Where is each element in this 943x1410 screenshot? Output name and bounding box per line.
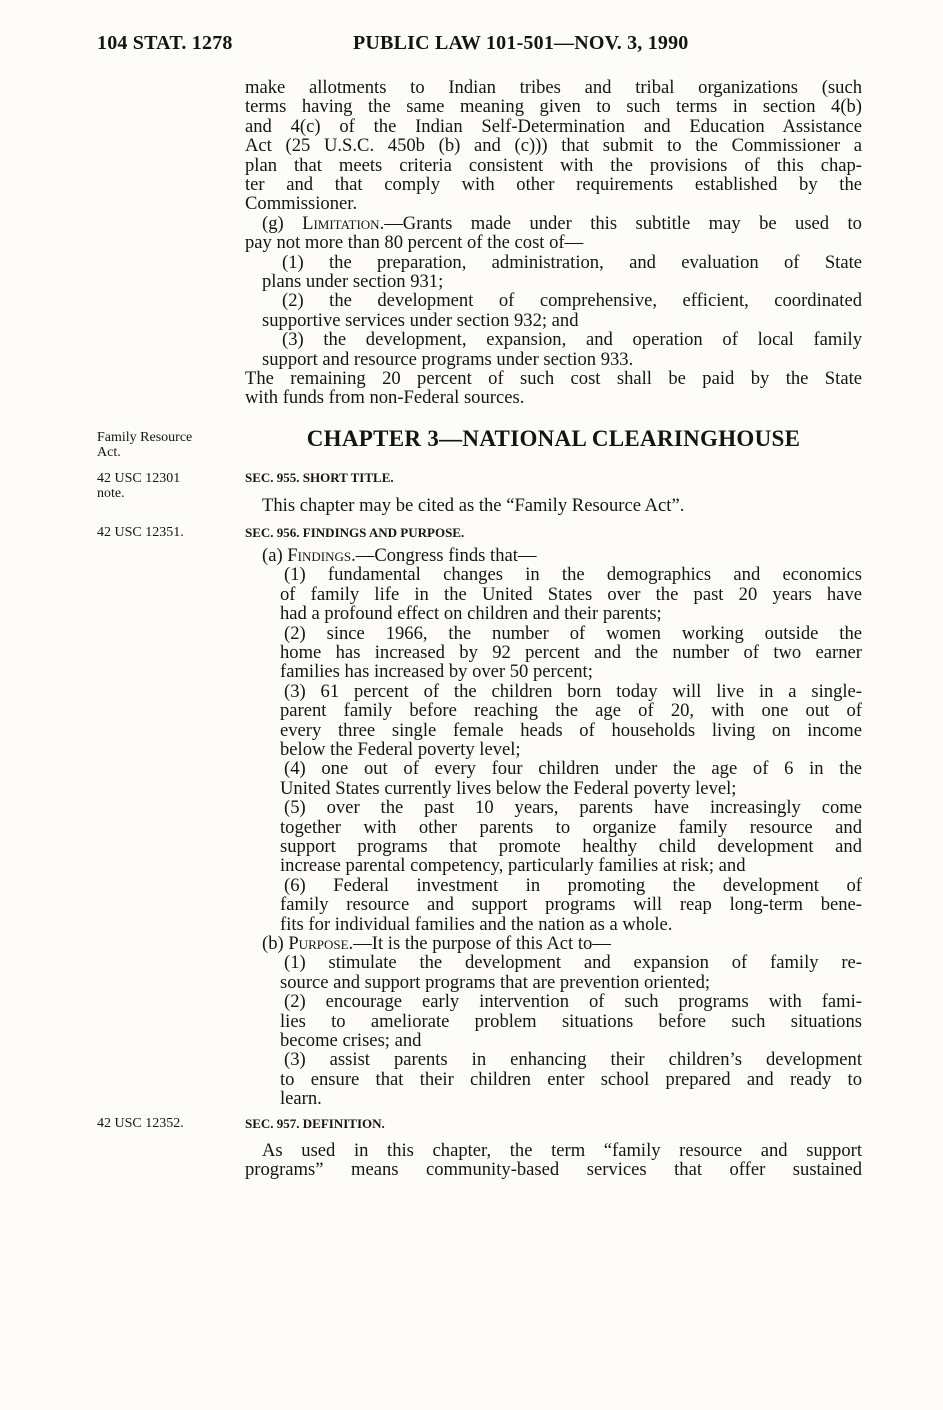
text-line: plan that meets criteria consistent with the provisions of this chap- bbox=[245, 154, 862, 176]
text-span: (g) bbox=[262, 212, 303, 234]
text-line: learn. bbox=[280, 1088, 322, 1110]
margin-note-line: Act. bbox=[97, 445, 121, 460]
text-line: (2) since 1966, the number of women working outside the bbox=[284, 622, 862, 644]
subsection-caption: Findings bbox=[287, 545, 352, 566]
text-line: parent family before reaching the age of 20, with one out of bbox=[280, 700, 862, 722]
text-line: (6) Federal investment in promoting the development of bbox=[284, 874, 862, 896]
stat-page-number: 104 STAT. 1278 bbox=[97, 32, 233, 54]
text-line: with funds from non-Federal sources. bbox=[245, 387, 525, 409]
margin-note-line: note. bbox=[97, 486, 125, 501]
text-line: (2) encourage early intervention of such programs with fami- bbox=[284, 991, 862, 1013]
section-955-heading: SEC. 955. SHORT TITLE. bbox=[245, 470, 394, 485]
text-line: The remaining 20 percent of such cost shall be paid by the State bbox=[245, 368, 862, 389]
text-line: (2) the development of comprehensive, efficient, coordinated bbox=[282, 290, 862, 312]
margin-note-family-resource-act bbox=[97, 430, 192, 460]
text-line: (3) the development, expansion, and operation of local family bbox=[282, 329, 862, 351]
text-span: .—Congress finds that— bbox=[351, 545, 537, 566]
text-line: (5) over the past 10 years, parents have increasingly come bbox=[284, 797, 862, 819]
margin-note-42-usc-12351: 42 USC 12351. bbox=[97, 525, 184, 540]
text-line: (3) assist parents in enhancing their children’s development bbox=[284, 1049, 862, 1071]
text-line: fits for individual families and the nation as a whole. bbox=[280, 913, 673, 935]
chapter-title: CHAPTER 3—NATIONAL CLEARINGHOUSE bbox=[306, 426, 801, 451]
text-span: .—It is the purpose of this Act to— bbox=[348, 933, 611, 954]
text-line: (3) 61 percent of the children born today will live in a single- bbox=[284, 680, 862, 702]
text-line: plans under section 931; bbox=[262, 271, 444, 292]
text-line: (1) the preparation, administration, and evaluation of State bbox=[282, 251, 862, 273]
text-line: together with other parents to organize family resource and bbox=[280, 816, 862, 838]
text-line: of family life in the United States over the past 20 years have bbox=[280, 583, 862, 605]
margin-note-line: Family Resource bbox=[97, 430, 193, 445]
text-line: support programs that promote healthy child development and bbox=[280, 836, 862, 857]
text-line: (4) one out of every four children under the age of 6 in the bbox=[284, 758, 862, 780]
text-line: support and resource programs under section 933. bbox=[262, 348, 634, 370]
text-span: (b) bbox=[262, 933, 289, 954]
text-line: supportive services under section 932; and bbox=[262, 309, 579, 331]
section-957-heading: SEC. 957. DEFINITION. bbox=[245, 1116, 385, 1131]
text-line: become crises; and bbox=[280, 1030, 422, 1051]
text-line: United States currently lives below the Federal poverty level; bbox=[280, 777, 737, 799]
section-955-text: This chapter may be cited as the “Family Resource Act”. bbox=[262, 495, 685, 516]
text-line: lies to ameliorate problem situations before such situations bbox=[280, 1010, 862, 1032]
text-line bbox=[262, 546, 862, 566]
text-line: ter and that comply with other requirements established by the bbox=[245, 174, 862, 195]
text-line: family resource and support programs will reap long-term bene- bbox=[280, 894, 862, 916]
text-line: make allotments to Indian tribes and tribal organizations (such bbox=[245, 77, 862, 98]
text-line bbox=[262, 934, 862, 954]
subsection-caption: Purpose bbox=[288, 933, 349, 954]
text-line bbox=[262, 214, 862, 234]
text-line: families has increased by over 50 percent; bbox=[280, 661, 593, 683]
text-line: Act (25 U.S.C. 450b (b) and (c))) that submit to the Commissioner a bbox=[245, 135, 862, 157]
section-957-line: programs” means community-based services that offer sustained bbox=[245, 1159, 862, 1180]
text-line: (1) stimulate the development and expansion of family re- bbox=[284, 952, 862, 974]
section-957-line: As used in this chapter, the term “family resource and support bbox=[262, 1140, 862, 1161]
subsection-caption: Limitation bbox=[302, 212, 380, 234]
text-line: to ensure that their children enter school prepared and ready to bbox=[280, 1068, 862, 1090]
text-line: Commissioner. bbox=[245, 193, 358, 215]
text-line: terms having the same meaning given to such terms in section 4(b) bbox=[245, 96, 862, 118]
text-line: source and support programs that are prevention oriented; bbox=[280, 971, 711, 993]
text-line: (1) fundamental changes in the demographics and economics bbox=[284, 564, 862, 586]
text-line: below the Federal poverty level; bbox=[280, 739, 521, 760]
text-line: home has increased by 92 percent and the number of two earner bbox=[280, 642, 862, 663]
text-line: and 4(c) of the Indian Self-Determination and Education Assistance bbox=[245, 115, 862, 137]
text-line: every three single female heads of households living on income bbox=[280, 719, 862, 741]
text-span: .—Grants made under this subtitle may be used to bbox=[379, 212, 862, 234]
margin-note-line: 42 USC 12301 bbox=[97, 471, 181, 486]
text-line: pay not more than 80 percent of the cost of— bbox=[245, 232, 584, 254]
public-law-header: PUBLIC LAW 101-501—NOV. 3, 1990 bbox=[353, 32, 689, 54]
text-line: had a profound effect on children and their parents; bbox=[280, 603, 662, 625]
margin-note-42-usc-12352: 42 USC 12352. bbox=[97, 1116, 184, 1131]
margin-note-42-usc-12301 bbox=[97, 471, 180, 501]
section-956-heading: SEC. 956. FINDINGS AND PURPOSE. bbox=[245, 525, 465, 540]
text-line: increase parental competency, particularly families at risk; and bbox=[280, 855, 746, 877]
text-span: (a) bbox=[262, 545, 288, 566]
